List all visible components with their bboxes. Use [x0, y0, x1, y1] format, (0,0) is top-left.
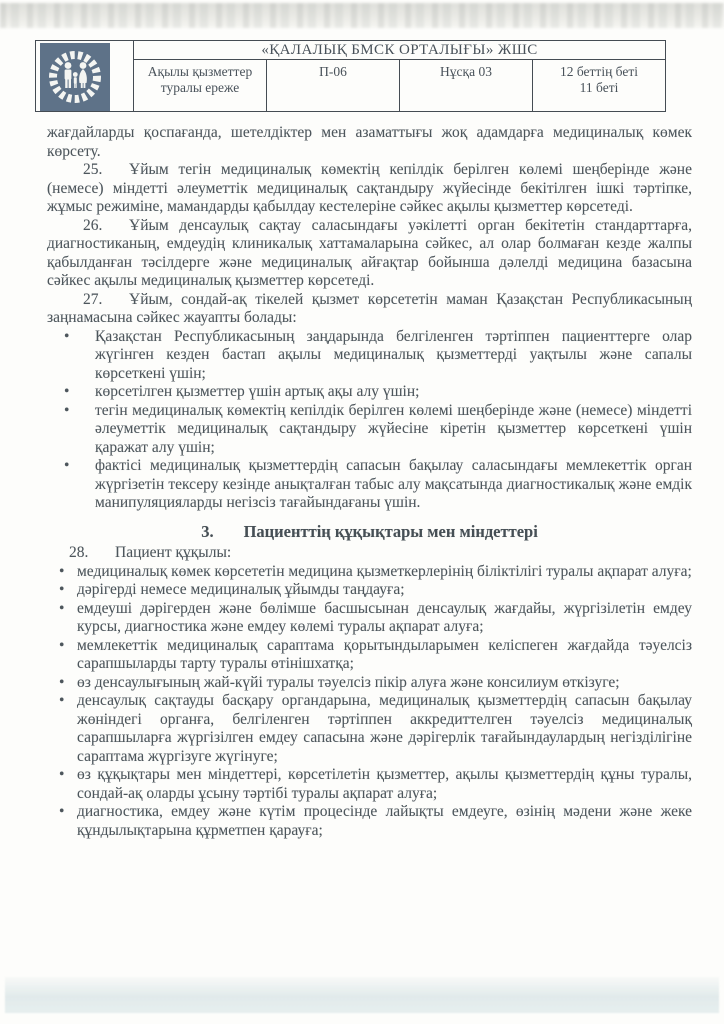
paragraph-text: Ұйым тегін медициналық көмектің кепілдік берілген көлемі шеңберінде және (немесе) міндетті әлеуметтік медициналық сақтандыру жүйесінде бекітілген ішкі тәртіпке, жұмыс режиміне, мамандарды қабылдау кестелеріне сәйкес ақылы қызметтер көрсетеді. [47, 161, 692, 215]
org-logo-family-emblem [40, 43, 110, 111]
list-item: • Қазақстан Республикасының заңдарында белгіленген тәртіппен пациенттерге олар жүгінген кезден бастап ақылы медициналық қызметтерді уақтылы және сапалы көрсеткені үшін; [47, 328, 692, 384]
scan-artifact-bottom-band [5, 977, 719, 1013]
liability-bullet-list [47, 328, 692, 513]
scan-artifact-top-band [0, 3, 724, 28]
document-header-table [35, 40, 666, 112]
paragraph-text: Ұйым, сондай-ақ тікелей қызмет көрсететін маман Қазақстан Республикасының заңнамасына сәйкес жауапты болады: [47, 290, 692, 326]
paragraph-number: 25. [83, 161, 103, 178]
list-item: • фактісі медициналық қызметтердің сапасын бақылау саласындағы мемлекеттік орган жүргізетін тексеру кезінде анықталған табыс алу мақсатында диагностикалық және емдік манипуляцияларды негізсіз тағайындағаны үшін. [47, 457, 692, 513]
list-item: • денсаулық сақтауды басқару органдарына, медициналық қызметтердің сапасын бақылау жөніндегі органға, белгіленген тәртіппен аккредиттелген тәуелсіз медициналық сарапшыларға жүргізілген емдеу сапасына және дәрігерлік тағайындаулардың негізділігіне сараптама жүргізуге жүгінуге; [47, 692, 692, 766]
paragraph-28 [47, 544, 692, 563]
doc-page-current: 11 беті [579, 80, 619, 96]
doc-version: Нұсқа 03 [400, 60, 533, 112]
list-item: • мемлекеттік медициналық сараптама қорытындыларымен келіспеген жағдайда тәуелсіз сарапшыларды тарту туралы өтінішхатқа; [47, 637, 692, 674]
list-item: • медициналық көмек көрсететін медицина қызметкерлерінің біліктілігі туралы ақпарат алуға; [47, 563, 692, 582]
doc-pages-total: 12 беттің беті [559, 64, 639, 80]
paragraph-number: 26. [83, 216, 103, 234]
doc-page-info [533, 60, 666, 112]
paragraph-number: 27. [83, 290, 103, 308]
list-item: • көрсетілген қызметтер үшін артық ақы алу үшін; [47, 383, 692, 402]
paragraph-number: 28. [69, 544, 89, 561]
paragraph-25 [47, 161, 692, 217]
paragraph-continuation: жағдайларды қоспағанда, шетелдіктер мен азаматтығы жоқ адамдарға медициналық көмек көрсету. [47, 124, 692, 160]
list-item: • өз денсаулығының жай-күйі туралы тәуелсіз пікір алуға және консилиум өткізуге; [47, 674, 692, 693]
doc-code: П-06 [267, 60, 400, 112]
section-number: 3. [201, 521, 214, 541]
patient-rights-bullet-list [47, 563, 692, 841]
org-title: «ҚАЛАЛЫҚ БМСК ОРТАЛЫҒЫ» ЖШС [134, 41, 666, 60]
paragraph-text: Ұйым денсаулық сақтау саласындағы уәкілетті орган бекітетін стандарттарға, диагностиканың, емдеудің клиникалық хаттамаларына сәйкес, ал олар болмаған кезде жалпы қабылданған тәсілдерге және медициналық айғақтар бойынша дәлелді медицина базасына сәйкес ақылы медициналық қызметтер көрсетеді. [47, 216, 692, 289]
logo-cell [36, 41, 134, 112]
list-item: • емдеуші дәрігерден және бөлімше басшысынан денсаулық жағдайы, жүргізілетін емдеу курсы, диагностика және емдеу көлемі туралы ақпарат алуға; [47, 600, 692, 637]
list-item: • диагностика, емдеу және күтім процесінде лайықты емдеуге, өзінің мәдени және жеке құндылықтарына құрметпен қарауға; [47, 803, 692, 840]
paragraph-27 [47, 291, 692, 328]
doc-title: Ақылы қызметтер туралы ереже [134, 60, 267, 112]
paragraph-text: Пациент құқылы: [115, 544, 232, 561]
paragraph-26 [47, 217, 692, 291]
document-body [47, 124, 692, 840]
list-item: • өз құқықтары мен міндеттері, көрсетілетін қызметтер, ақылы қызметтердің құны туралы, сондай-ақ оларды ұсыну тәртібі туралы ақпарат алуға; [47, 766, 692, 803]
section-3-heading [47, 523, 692, 542]
list-item: • дәрігерді немесе медициналық ұйымды таңдауға; [47, 581, 692, 600]
section-title: Пациенттің құқықтары мен міндеттері [243, 521, 538, 541]
list-item: • тегін медициналық көмектің кепілдік берілген көлемі шеңберінде және (немесе) міндетті әлеуметтік медициналық сақтандыру жүйесіне кіретін қызметтер көрсеткені үшін қаражат алу үшін; [47, 402, 692, 458]
